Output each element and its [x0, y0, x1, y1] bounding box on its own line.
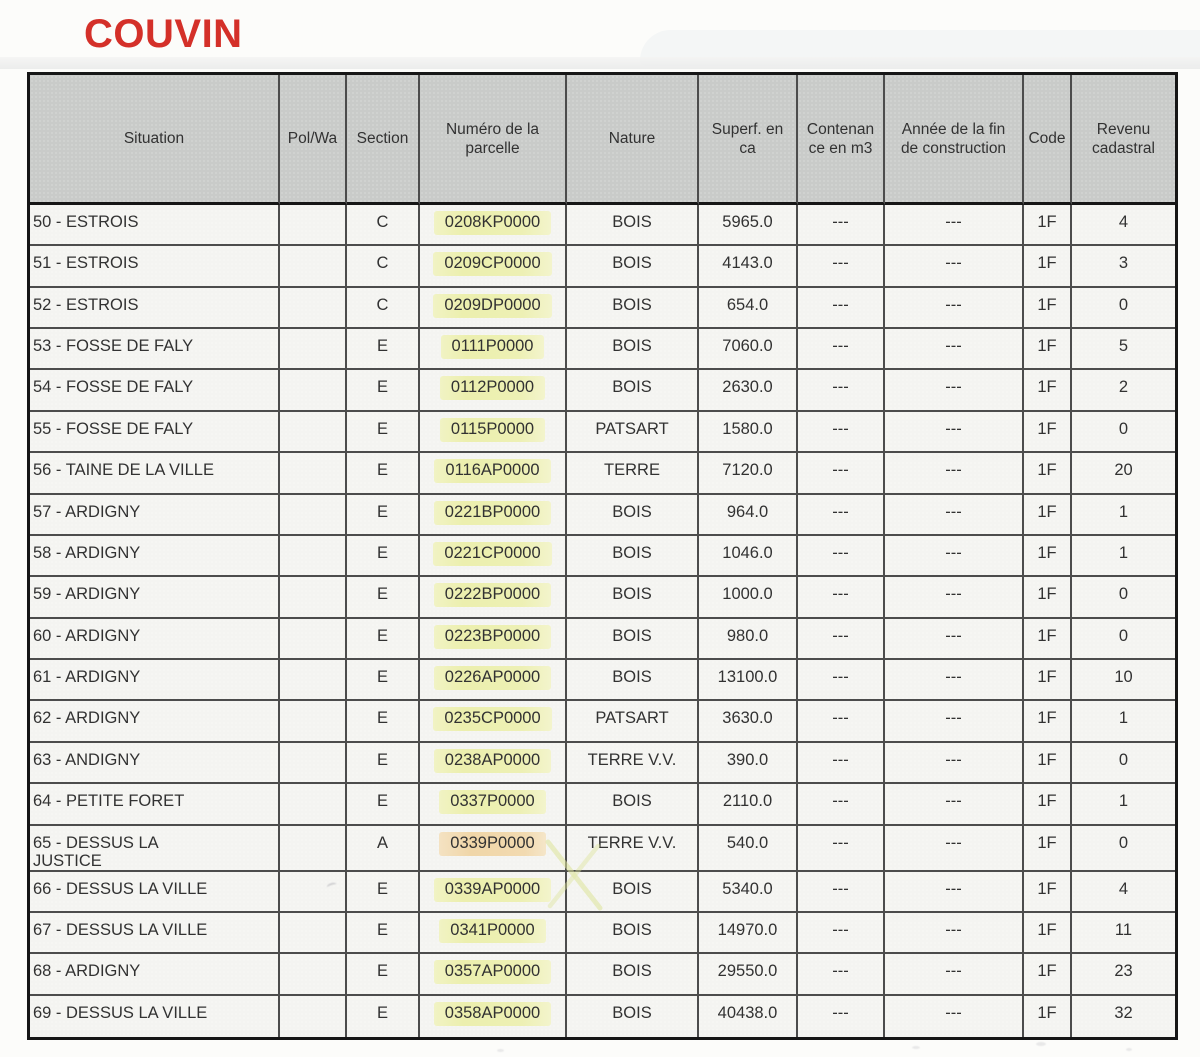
- cell-section: E: [347, 660, 420, 701]
- cell-annee_construction: ---: [885, 412, 1024, 453]
- cell-nature: BOIS: [567, 954, 699, 995]
- page-title: COUVIN: [84, 12, 243, 56]
- cell-parcelle: [420, 495, 567, 536]
- cell-annee_construction: ---: [885, 536, 1024, 577]
- cell-nature: BOIS: [567, 288, 699, 329]
- cell-parcelle: [420, 246, 567, 287]
- cell-code: 1F: [1024, 826, 1072, 872]
- cell-annee_construction: ---: [885, 701, 1024, 742]
- cell-code: 1F: [1024, 913, 1072, 954]
- cell-nature: BOIS: [567, 996, 699, 1037]
- cell-contenance_m3: ---: [798, 329, 885, 370]
- highlighted-parcel-number: 0238AP0000: [434, 749, 551, 773]
- cell-pol_wa: [280, 536, 347, 577]
- cell-section: E: [347, 370, 420, 411]
- cell-pol_wa: [280, 453, 347, 494]
- cell-nature: BOIS: [567, 329, 699, 370]
- cell-superf_ca: 2110.0: [699, 784, 798, 825]
- column-header-nature: Nature: [567, 75, 699, 205]
- cell-pol_wa: [280, 246, 347, 287]
- cell-section: E: [347, 872, 420, 913]
- cell-pol_wa: [280, 660, 347, 701]
- cell-superf_ca: 1000.0: [699, 577, 798, 618]
- highlighted-parcel-number: 0115P0000: [440, 418, 545, 442]
- cell-parcelle: [420, 453, 567, 494]
- cell-revenu_cadastral: 10: [1072, 660, 1175, 701]
- cell-annee_construction: ---: [885, 288, 1024, 329]
- highlighted-parcel-number: 0112P0000: [440, 376, 545, 400]
- cell-nature: BOIS: [567, 619, 699, 660]
- cell-superf_ca: 964.0: [699, 495, 798, 536]
- cell-pol_wa: [280, 784, 347, 825]
- cell-code: 1F: [1024, 996, 1072, 1037]
- cell-situation: 68 - ARDIGNY: [30, 954, 280, 995]
- cell-superf_ca: 40438.0: [699, 996, 798, 1037]
- highlighted-parcel-number: 0357AP0000: [434, 960, 551, 984]
- cell-nature: TERRE: [567, 453, 699, 494]
- cell-superf_ca: 654.0: [699, 288, 798, 329]
- cell-contenance_m3: ---: [798, 577, 885, 618]
- cell-revenu_cadastral: 0: [1072, 743, 1175, 784]
- cell-superf_ca: 3630.0: [699, 701, 798, 742]
- highlighted-parcel-number: 0208KP0000: [434, 211, 551, 235]
- cell-contenance_m3: ---: [798, 288, 885, 329]
- cell-pol_wa: [280, 205, 347, 246]
- column-header-revenu_cadastral: Revenu cadastral: [1072, 75, 1175, 205]
- cell-situation: 52 - ESTROIS: [30, 288, 280, 329]
- cell-nature: BOIS: [567, 872, 699, 913]
- cell-annee_construction: ---: [885, 743, 1024, 784]
- cell-code: 1F: [1024, 453, 1072, 494]
- highlighted-parcel-number: 0235CP0000: [433, 707, 551, 731]
- cell-parcelle: [420, 329, 567, 370]
- cell-contenance_m3: ---: [798, 996, 885, 1037]
- cell-pol_wa: [280, 996, 347, 1037]
- cell-nature: BOIS: [567, 784, 699, 825]
- cell-superf_ca: 540.0: [699, 826, 798, 872]
- cell-code: 1F: [1024, 784, 1072, 825]
- cell-section: E: [347, 996, 420, 1037]
- cell-parcelle: [420, 619, 567, 660]
- cell-contenance_m3: ---: [798, 913, 885, 954]
- cell-code: 1F: [1024, 743, 1072, 784]
- cell-annee_construction: ---: [885, 872, 1024, 913]
- cell-superf_ca: 29550.0: [699, 954, 798, 995]
- cell-situation: 56 - TAINE DE LA VILLE: [30, 453, 280, 494]
- cell-code: 1F: [1024, 536, 1072, 577]
- cell-code: 1F: [1024, 954, 1072, 995]
- cell-revenu_cadastral: 4: [1072, 205, 1175, 246]
- highlighted-parcel-number: 0226AP0000: [434, 666, 551, 690]
- cell-code: 1F: [1024, 246, 1072, 287]
- cell-section: E: [347, 913, 420, 954]
- cell-annee_construction: ---: [885, 329, 1024, 370]
- cell-section: E: [347, 536, 420, 577]
- highlighted-parcel-number: 0116AP0000: [434, 459, 550, 483]
- cell-annee_construction: ---: [885, 954, 1024, 995]
- cell-annee_construction: ---: [885, 495, 1024, 536]
- cell-pol_wa: [280, 495, 347, 536]
- cell-superf_ca: 390.0: [699, 743, 798, 784]
- scan-speck: [1036, 1042, 1046, 1046]
- highlighted-parcel-number: 0339AP0000: [434, 878, 551, 902]
- cell-contenance_m3: ---: [798, 246, 885, 287]
- cell-code: 1F: [1024, 660, 1072, 701]
- cell-code: 1F: [1024, 412, 1072, 453]
- scan-artifact-stripe: [0, 57, 1200, 69]
- cell-parcelle: [420, 412, 567, 453]
- cell-contenance_m3: ---: [798, 872, 885, 913]
- cell-situation: 67 - DESSUS LA VILLE: [30, 913, 280, 954]
- cell-section: E: [347, 453, 420, 494]
- cell-revenu_cadastral: 23: [1072, 954, 1175, 995]
- cell-parcelle: [420, 660, 567, 701]
- highlighted-parcel-number: 0221BP0000: [434, 501, 551, 525]
- cell-code: 1F: [1024, 205, 1072, 246]
- cell-section: E: [347, 412, 420, 453]
- cell-section: E: [347, 577, 420, 618]
- highlighted-parcel-number: 0337P0000: [439, 790, 545, 814]
- cell-nature: BOIS: [567, 205, 699, 246]
- cell-superf_ca: 4143.0: [699, 246, 798, 287]
- cell-code: 1F: [1024, 872, 1072, 913]
- column-header-annee_construction: Année de la fin de construction: [885, 75, 1024, 205]
- highlighted-parcel-number: 0222BP0000: [434, 583, 551, 607]
- cell-pol_wa: [280, 619, 347, 660]
- cell-revenu_cadastral: 0: [1072, 826, 1175, 872]
- cell-contenance_m3: ---: [798, 619, 885, 660]
- cell-nature: PATSART: [567, 701, 699, 742]
- cell-nature: BOIS: [567, 370, 699, 411]
- cell-revenu_cadastral: 0: [1072, 577, 1175, 618]
- cell-contenance_m3: ---: [798, 743, 885, 784]
- cell-annee_construction: ---: [885, 913, 1024, 954]
- cell-nature: TERRE V.V.: [567, 743, 699, 784]
- cell-superf_ca: 2630.0: [699, 370, 798, 411]
- cell-parcelle: [420, 536, 567, 577]
- cell-pol_wa: [280, 577, 347, 618]
- cell-situation: 60 - ARDIGNY: [30, 619, 280, 660]
- column-header-contenance_m3: Contenan ce en m3: [798, 75, 885, 205]
- column-header-situation: Situation: [30, 75, 280, 205]
- highlighted-parcel-number: 0221CP0000: [433, 542, 551, 566]
- cell-section: C: [347, 288, 420, 329]
- cell-situation: 50 - ESTROIS: [30, 205, 280, 246]
- cell-superf_ca: 5965.0: [699, 205, 798, 246]
- cell-code: 1F: [1024, 370, 1072, 411]
- cell-contenance_m3: ---: [798, 453, 885, 494]
- cell-contenance_m3: ---: [798, 205, 885, 246]
- cell-section: E: [347, 619, 420, 660]
- cell-section: E: [347, 784, 420, 825]
- cell-pol_wa: [280, 370, 347, 411]
- cell-section: E: [347, 954, 420, 995]
- cell-superf_ca: 980.0: [699, 619, 798, 660]
- cell-nature: TERRE V.V.: [567, 826, 699, 872]
- cell-contenance_m3: ---: [798, 784, 885, 825]
- cell-revenu_cadastral: 1: [1072, 495, 1175, 536]
- cell-revenu_cadastral: 2: [1072, 370, 1175, 411]
- highlighted-parcel-number: 0209DP0000: [433, 294, 551, 318]
- cell-situation: 61 - ARDIGNY: [30, 660, 280, 701]
- cell-situation: 59 - ARDIGNY: [30, 577, 280, 618]
- cell-code: 1F: [1024, 577, 1072, 618]
- cell-situation: 69 - DESSUS LA VILLE: [30, 996, 280, 1037]
- cell-annee_construction: ---: [885, 996, 1024, 1037]
- cell-revenu_cadastral: 1: [1072, 701, 1175, 742]
- cell-nature: BOIS: [567, 536, 699, 577]
- cell-code: 1F: [1024, 619, 1072, 660]
- cell-situation: 63 - ANDIGNY: [30, 743, 280, 784]
- cell-contenance_m3: ---: [798, 826, 885, 872]
- cell-superf_ca: 5340.0: [699, 872, 798, 913]
- cell-situation: 58 - ARDIGNY: [30, 536, 280, 577]
- highlighter-x-mark: [538, 836, 612, 914]
- scan-speck: [1126, 1048, 1132, 1051]
- cell-annee_construction: ---: [885, 826, 1024, 872]
- cell-annee_construction: ---: [885, 205, 1024, 246]
- cell-parcelle: [420, 913, 567, 954]
- cell-contenance_m3: ---: [798, 701, 885, 742]
- cell-superf_ca: 7120.0: [699, 453, 798, 494]
- cell-contenance_m3: ---: [798, 660, 885, 701]
- cell-annee_construction: ---: [885, 577, 1024, 618]
- cell-pol_wa: [280, 743, 347, 784]
- cell-situation: 53 - FOSSE DE FALY: [30, 329, 280, 370]
- highlighted-parcel-number: 0223BP0000: [434, 625, 551, 649]
- column-header-superf_ca: Superf. en ca: [699, 75, 798, 205]
- cell-revenu_cadastral: 0: [1072, 619, 1175, 660]
- cell-superf_ca: 1046.0: [699, 536, 798, 577]
- cell-contenance_m3: ---: [798, 954, 885, 995]
- cell-pol_wa: [280, 954, 347, 995]
- cell-parcelle: [420, 996, 567, 1037]
- cell-annee_construction: ---: [885, 246, 1024, 287]
- cell-superf_ca: 7060.0: [699, 329, 798, 370]
- cell-section: A: [347, 826, 420, 872]
- column-header-code: Code: [1024, 75, 1072, 205]
- cell-situation: 64 - PETITE FORET: [30, 784, 280, 825]
- cell-situation: 55 - FOSSE DE FALY: [30, 412, 280, 453]
- cell-parcelle: [420, 288, 567, 329]
- cell-revenu_cadastral: 1: [1072, 784, 1175, 825]
- cell-pol_wa: [280, 329, 347, 370]
- cell-revenu_cadastral: 20: [1072, 453, 1175, 494]
- cell-revenu_cadastral: 1: [1072, 536, 1175, 577]
- highlighted-parcel-number: 0209CP0000: [433, 252, 551, 276]
- cell-situation: 57 - ARDIGNY: [30, 495, 280, 536]
- cell-contenance_m3: ---: [798, 495, 885, 536]
- cell-code: 1F: [1024, 288, 1072, 329]
- cell-situation: 54 - FOSSE DE FALY: [30, 370, 280, 411]
- scan-speck: [912, 1046, 920, 1049]
- cell-nature: BOIS: [567, 913, 699, 954]
- highlighted-parcel-number: 0358AP0000: [434, 1002, 551, 1026]
- cell-nature: PATSART: [567, 412, 699, 453]
- highlighted-parcel-number: 0339P0000: [439, 832, 545, 856]
- cell-nature: BOIS: [567, 660, 699, 701]
- cell-situation: 65 - DESSUS LA JUSTICE: [30, 826, 280, 872]
- cell-annee_construction: ---: [885, 453, 1024, 494]
- cell-parcelle: [420, 577, 567, 618]
- cell-section: E: [347, 329, 420, 370]
- cell-pol_wa: [280, 872, 347, 913]
- cell-contenance_m3: ---: [798, 412, 885, 453]
- cell-nature: BOIS: [567, 246, 699, 287]
- cell-revenu_cadastral: 0: [1072, 288, 1175, 329]
- cell-code: 1F: [1024, 701, 1072, 742]
- cell-annee_construction: ---: [885, 660, 1024, 701]
- cell-parcelle: [420, 370, 567, 411]
- cell-parcelle: [420, 954, 567, 995]
- cell-pol_wa: [280, 288, 347, 329]
- cell-section: E: [347, 743, 420, 784]
- cell-code: 1F: [1024, 329, 1072, 370]
- column-header-pol_wa: Pol/Wa: [280, 75, 347, 205]
- cell-section: C: [347, 246, 420, 287]
- cell-contenance_m3: ---: [798, 536, 885, 577]
- cell-situation: 62 - ARDIGNY: [30, 701, 280, 742]
- cell-pol_wa: [280, 412, 347, 453]
- cell-pol_wa: [280, 701, 347, 742]
- cell-annee_construction: ---: [885, 619, 1024, 660]
- cell-parcelle: [420, 743, 567, 784]
- cell-pol_wa: [280, 826, 347, 872]
- scan-speck: [497, 1049, 504, 1052]
- cell-situation: 51 - ESTROIS: [30, 246, 280, 287]
- cell-revenu_cadastral: 0: [1072, 412, 1175, 453]
- cell-parcelle: [420, 701, 567, 742]
- column-header-section: Section: [347, 75, 420, 205]
- cell-nature: BOIS: [567, 577, 699, 618]
- cell-revenu_cadastral: 4: [1072, 872, 1175, 913]
- highlighted-parcel-number: 0341P0000: [439, 919, 545, 943]
- highlighted-parcel-number: 0111P0000: [441, 335, 545, 359]
- column-header-parcelle: Numéro de la parcelle: [420, 75, 567, 205]
- cell-code: 1F: [1024, 495, 1072, 536]
- cell-superf_ca: 1580.0: [699, 412, 798, 453]
- cell-pol_wa: [280, 913, 347, 954]
- cell-parcelle: [420, 784, 567, 825]
- cell-contenance_m3: ---: [798, 370, 885, 411]
- cell-revenu_cadastral: 32: [1072, 996, 1175, 1037]
- cell-parcelle: [420, 205, 567, 246]
- cell-revenu_cadastral: 11: [1072, 913, 1175, 954]
- cell-revenu_cadastral: 5: [1072, 329, 1175, 370]
- cell-situation: 66 - DESSUS LA VILLE: [30, 872, 280, 913]
- cell-superf_ca: 14970.0: [699, 913, 798, 954]
- cell-annee_construction: ---: [885, 784, 1024, 825]
- cell-section: E: [347, 701, 420, 742]
- cell-annee_construction: ---: [885, 370, 1024, 411]
- cell-section: C: [347, 205, 420, 246]
- cell-revenu_cadastral: 3: [1072, 246, 1175, 287]
- cell-section: E: [347, 495, 420, 536]
- cell-nature: BOIS: [567, 495, 699, 536]
- cell-superf_ca: 13100.0: [699, 660, 798, 701]
